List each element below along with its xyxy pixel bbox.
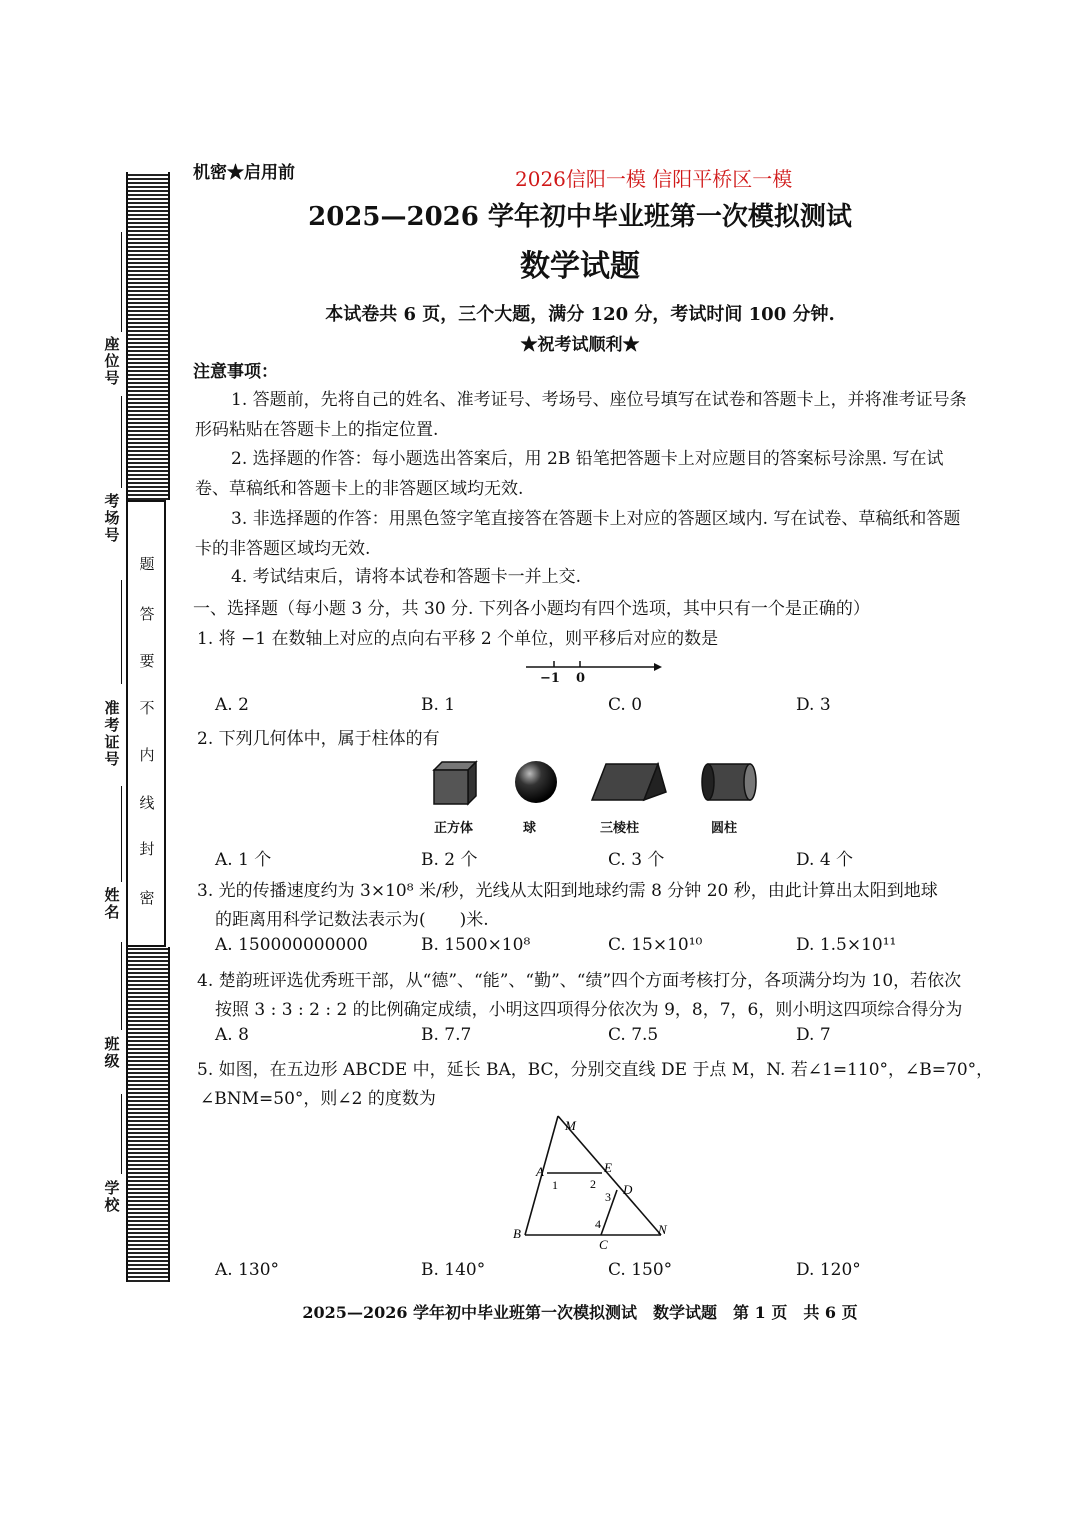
name-blank[interactable]: [121, 786, 122, 882]
number-line-label: −1: [540, 671, 560, 686]
seal-char: 密: [139, 889, 155, 907]
angle-label-1: 1: [552, 1178, 558, 1192]
option-b[interactable]: B. 2 个: [421, 850, 478, 870]
cylinder-figure: [700, 758, 758, 806]
angle-label-2: 2: [590, 1177, 596, 1191]
option-d[interactable]: D. 7: [796, 1025, 831, 1045]
watermark-text: 2026信阳一模 信阳平桥区一模: [515, 167, 793, 191]
shape-caption: 圆柱: [711, 821, 738, 836]
option-c[interactable]: C. 15×10¹⁰: [608, 935, 703, 955]
option-c[interactable]: C. 7.5: [608, 1025, 659, 1045]
admission-number-blank[interactable]: [121, 580, 122, 684]
seal-char: 要: [139, 652, 155, 670]
exam-title: 2025—2026 学年初中毕业班第一次模拟测试: [308, 202, 852, 232]
note-item: 3. 非选择题的作答：用黑色签字笔直接答在答题卡上对应的答题区域内. 写在试卷、草稿纸和答题卡的非答题区域均无效.: [195, 509, 961, 559]
section-heading: 一、选择题（每小题 3 分，共 30 分. 下列各小题均有四个选项，其中只有一个是正确的）: [193, 599, 870, 619]
admission-number-label: 准考证号: [104, 699, 120, 768]
sphere-figure: [512, 758, 560, 806]
point-label-b: B: [513, 1226, 521, 1241]
name-label: 姓名: [104, 886, 120, 921]
shape-caption: 三棱柱: [600, 821, 640, 836]
option-c[interactable]: C. 150°: [608, 1260, 673, 1280]
question-3-stem: 3. 光的传播速度约为 3×10⁸ 米/秒，光线从太阳到地球约需 8 分钟 20 秒，由此计算出太阳到地球: [197, 881, 938, 901]
question-5-stem: 5. 如图，在五边形 ABCDE 中，延长 BA，BC，分别交直线 DE 于点 M，N. 若∠1=110°，∠B=70°，: [197, 1060, 994, 1080]
point-label-c: C: [599, 1237, 608, 1252]
confidential-mark: 机密★启用前: [193, 163, 295, 183]
seat-number-label: 座位号: [104, 335, 120, 387]
option-b[interactable]: B. 7.7: [421, 1025, 472, 1045]
option-d[interactable]: D. 1.5×10¹¹: [796, 935, 897, 955]
option-a[interactable]: A. 130°: [215, 1260, 280, 1280]
angle-label-4: 4: [595, 1217, 601, 1231]
note-item: 1. 答题前，先将自己的姓名、准考证号、考场号、座位号填写在试卷和答题卡上，并将准考证号条形码粘贴在答题卡上的指定位置.: [195, 390, 967, 440]
option-a[interactable]: A. 1 个: [215, 850, 272, 870]
triangular-prism-figure: [588, 758, 670, 806]
seal-char: 线: [139, 794, 155, 812]
school-blank[interactable]: [121, 1094, 122, 1174]
question-3-stem-cont: 的距离用科学记数法表示为( )米.: [215, 910, 489, 930]
good-luck: ★祝考试顺利★: [520, 335, 640, 355]
angle-label-3: 3: [605, 1190, 611, 1204]
point-label-e: E: [604, 1160, 612, 1175]
note-item: 2. 选择题的作答：每小题选出答案后，用 2B 铅笔把答题卡上对应题目的答案标号涂黑. 写在试卷、草稿纸和答题卡上的非答题区域均无效.: [195, 449, 944, 499]
option-b[interactable]: B. 1500×10⁸: [421, 935, 531, 955]
question-2-stem: 2. 下列几何体中，属于柱体的有: [197, 729, 440, 749]
point-label-m: M: [565, 1118, 576, 1133]
page-footer: 2025—2026 学年初中毕业班第一次模拟测试 数学试题 第 1 页 共 6 页: [302, 1303, 858, 1322]
question-1-stem: 1. 将 −1 在数轴上对应的点向右平移 2 个单位，则平移后对应的数是: [197, 629, 719, 649]
option-a[interactable]: A. 8: [215, 1025, 249, 1045]
seal-char: 不: [139, 699, 155, 717]
number-line-label: 0: [576, 671, 586, 686]
cube-figure: [430, 758, 478, 806]
seal-char: 答: [139, 605, 155, 623]
pentagon-figure: [505, 1110, 685, 1255]
option-d[interactable]: D. 3: [796, 695, 831, 715]
seal-char: 封: [139, 840, 155, 858]
notes-heading: 注意事项：: [193, 362, 278, 382]
option-b[interactable]: B. 1: [421, 695, 456, 715]
option-d[interactable]: D. 4 个: [796, 850, 854, 870]
subject-title: 数学试题: [520, 249, 640, 284]
point-label-d: D: [623, 1182, 633, 1197]
class-blank[interactable]: [121, 942, 122, 1030]
note-item: 4. 考试结束后，请将本试卷和答题卡一并上交.: [231, 567, 582, 587]
point-label-a: A: [536, 1164, 544, 1179]
option-a[interactable]: A. 2: [215, 695, 249, 715]
option-c[interactable]: C. 3 个: [608, 850, 665, 870]
exam-room-label: 考场号: [104, 492, 120, 544]
option-a[interactable]: A. 150000000000: [215, 935, 368, 955]
school-label: 学校: [104, 1179, 120, 1214]
exam-info: 本试卷共 6 页，三个大题，满分 120 分，考试时间 100 分钟.: [325, 304, 835, 325]
question-4-stem-cont: 按照 3 : 3 : 2 : 2 的比例确定成绩，小明这四项得分依次为 9，8，7，6，则小明这四项综合得分为: [215, 1000, 963, 1020]
binding-hatch-bottom: [126, 947, 170, 1282]
shape-caption: 正方体: [434, 821, 474, 836]
option-b[interactable]: B. 140°: [421, 1260, 486, 1280]
question-5-stem-cont: ∠BNM=50°，则∠2 的度数为: [200, 1089, 436, 1109]
question-4-stem: 4. 楚韵班评选优秀班干部，从“德”、“能”、“勤”、“绩”四个方面考核打分，各项满分均为 10，若依次: [197, 971, 962, 991]
class-label: 班级: [104, 1035, 120, 1070]
shape-caption: 球: [523, 821, 537, 836]
seal-char: 内: [139, 746, 155, 764]
option-d[interactable]: D. 120°: [796, 1260, 861, 1280]
number-line-arrow: [654, 663, 662, 671]
point-label-n: N: [658, 1222, 667, 1237]
line-mn: [558, 1116, 661, 1235]
exam-room-blank[interactable]: [121, 396, 122, 488]
seal-char: 题: [139, 555, 155, 573]
option-c[interactable]: C. 0: [608, 695, 643, 715]
